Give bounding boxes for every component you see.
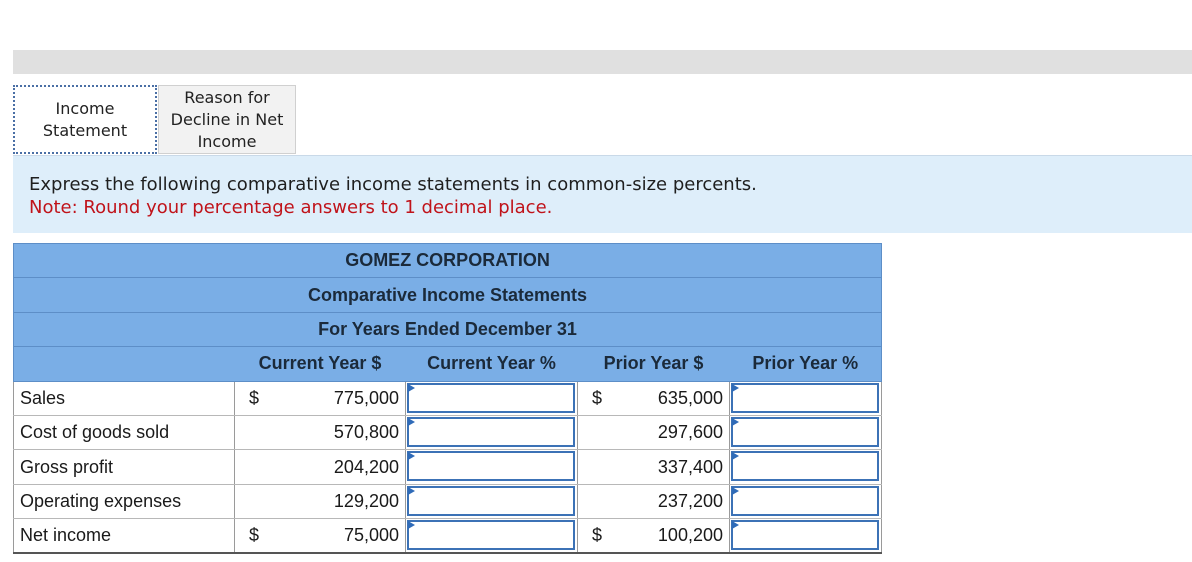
current-year-percent-cell [406,519,578,553]
input-marker-icon [408,418,415,426]
prior-year-percent-cell [730,484,882,518]
col-prior-percent: Prior Year % [730,347,882,381]
prior-year-percent-cell [730,450,882,484]
row-label: Gross profit [14,450,235,484]
current-year-percent-cell [406,381,578,415]
input-marker-icon [732,418,739,426]
input-marker-icon [732,452,739,460]
current-year-percent-input[interactable] [407,520,575,550]
tab-label: Income Statement [42,98,128,140]
input-marker-icon [408,384,415,392]
prior-year-amount: 100,200 [657,525,723,546]
tab-reason-for-decline[interactable] [158,85,296,154]
prior-year-amount: 635,000 [657,387,723,408]
prior-year-amount: 297,600 [657,422,723,443]
prior-year-amount-cell [578,415,730,449]
current-year-amount-cell [235,519,406,553]
table-row [14,415,882,449]
current-year-amount: 775,000 [333,387,399,408]
current-year-percent-input[interactable] [407,451,575,481]
company-name: GOMEZ CORPORATION [14,244,882,278]
col-current-percent: Current Year % [406,347,578,381]
current-year-percent-input[interactable] [407,417,575,447]
prior-year-percent-input[interactable] [731,520,879,550]
row-label: Net income [14,519,235,553]
prior-year-percent-cell [730,415,882,449]
current-year-percent-cell [406,450,578,484]
statement-period: For Years Ended December 31 [14,312,882,346]
col-prior-dollars: Prior Year $ [578,347,730,381]
label-column-header [14,347,235,381]
row-label: Operating expenses [14,484,235,518]
prior-year-percent-cell [730,519,882,553]
top-bar [13,50,1192,74]
current-year-amount-cell [235,415,406,449]
table-row [14,484,882,518]
instruction-text: Express the following comparative income statements in common-size percents. [29,174,757,195]
currency-symbol: $ [592,525,603,546]
statement-title: Comparative Income Statements [14,278,882,312]
tab-label: Reason for Decline in Net Income [170,87,284,151]
input-marker-icon [408,487,415,495]
table-row [14,450,882,484]
prior-year-percent-input[interactable] [731,486,879,516]
table-row [14,381,882,415]
current-year-amount: 204,200 [333,456,399,477]
current-year-percent-input[interactable] [407,383,575,413]
prior-year-amount-cell [578,450,730,484]
prior-year-amount-cell [578,519,730,553]
current-year-amount-cell [235,450,406,484]
input-marker-icon [408,521,415,529]
input-marker-icon [408,452,415,460]
prior-year-amount-cell [578,484,730,518]
input-marker-icon [732,384,739,392]
input-marker-icon [732,521,739,529]
table-row [14,519,882,553]
prior-year-amount-cell [578,381,730,415]
prior-year-amount: 337,400 [657,456,723,477]
prior-year-percent-input[interactable] [731,451,879,481]
row-label: Sales [14,381,235,415]
prior-year-percent-input[interactable] [731,383,879,413]
current-year-percent-cell [406,484,578,518]
current-year-amount-cell [235,381,406,415]
rounding-note: Note: Round your percentage answers to 1 decimal place. [29,197,553,218]
input-marker-icon [732,487,739,495]
current-year-amount: 129,200 [333,490,399,511]
prior-year-percent-cell [730,381,882,415]
prior-year-amount: 237,200 [657,490,723,511]
current-year-amount: 570,800 [333,422,399,443]
row-label: Cost of goods sold [14,415,235,449]
instructions-panel [13,155,1192,233]
current-year-amount: 75,000 [343,525,399,546]
currency-symbol: $ [249,525,260,546]
income-statement-table [13,243,882,554]
col-current-dollars: Current Year $ [235,347,406,381]
current-year-percent-input[interactable] [407,486,575,516]
currency-symbol: $ [249,387,260,408]
prior-year-percent-input[interactable] [731,417,879,447]
tab-income-statement[interactable] [13,85,157,154]
current-year-amount-cell [235,484,406,518]
currency-symbol: $ [592,387,603,408]
current-year-percent-cell [406,415,578,449]
